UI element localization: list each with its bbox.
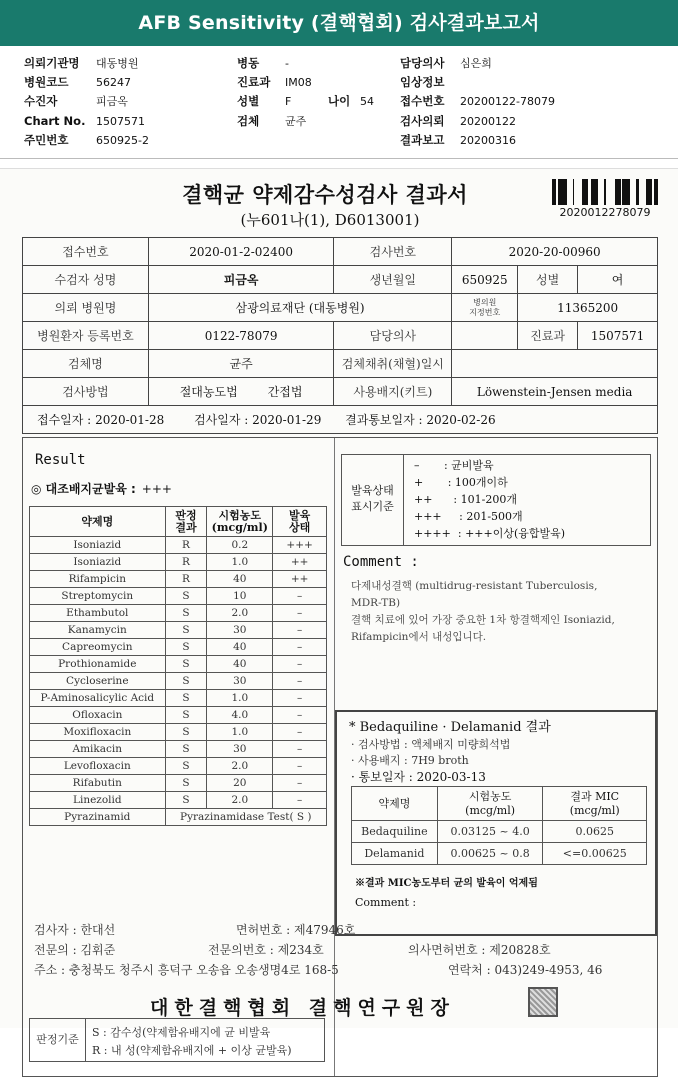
mic-conc: 0.03125 ~ 4.0: [437, 821, 543, 843]
drug-conc: 1.0: [207, 690, 273, 707]
sex-label: 성별: [518, 266, 578, 294]
drug-name: Isoniazid: [30, 554, 166, 571]
registration-no: 0122-78079: [148, 322, 334, 350]
receipt-no: 2020-01-2-02400: [148, 238, 334, 266]
header-field-doctor: 담당의사 심은희: [400, 56, 492, 70]
table-row: [30, 554, 327, 571]
patient-name: 피금옥: [148, 266, 334, 294]
drug-name: P-Aminosalicylic Acid: [30, 690, 166, 707]
drug-growth: –: [273, 775, 327, 792]
birth-label: 생년월일: [334, 266, 452, 294]
drug-judge: R: [165, 537, 207, 554]
drug-judge: S: [165, 622, 207, 639]
header-field-resident-no: 주민번호 650925-2: [24, 133, 149, 147]
mic-table: [351, 786, 647, 865]
display-criteria-label: 발육상태 표시기준: [342, 455, 404, 545]
table-row: [30, 724, 327, 741]
patient-info-table: [22, 237, 658, 434]
drug-judge: R: [165, 571, 207, 588]
drug-name: Rifampicin: [30, 571, 166, 588]
drug-growth: –: [273, 622, 327, 639]
bd-title: * Bedaquiline · Delamanid 결과: [349, 720, 551, 735]
header-divider: [0, 158, 678, 159]
method: 절대농도법 간접법: [148, 378, 334, 406]
test-no: 2020-20-00960: [452, 238, 658, 266]
receipt-no-label: 접수번호: [23, 238, 149, 266]
comment-text: 다제내성결핵 (multidrug-resistant Tuberculosis, MDR-TB) 결핵 치료에 있어 가장 중요한 1차 항결핵제인 Isoniazid, Rifampicin에서 내성입니다.: [351, 580, 615, 643]
header-field-report-date: 결과보고 20200316: [400, 133, 516, 147]
drug-name: Rifabutin: [30, 775, 166, 792]
drug-conc: 1.0: [207, 724, 273, 741]
header-field-sex: 성별 F: [237, 94, 292, 108]
drug-growth: ++: [273, 554, 327, 571]
result-section: [22, 437, 658, 1077]
department-label: 진료과: [518, 322, 578, 350]
header-field-department: 진료과 IM08: [237, 75, 312, 89]
drug-growth: –: [273, 707, 327, 724]
footer-license: 면허번호 : 제47946호: [236, 923, 356, 937]
drug-name: Ofloxacin: [30, 707, 166, 724]
control-growth: ◎ 대조배지균발육 : +++: [31, 482, 172, 496]
mic-value: <=0.00625: [543, 843, 647, 865]
drug-judge: S: [165, 741, 207, 758]
drug-growth: –: [273, 690, 327, 707]
drug-name: Kanamycin: [30, 622, 166, 639]
drug-judge: S: [165, 639, 207, 656]
drug-judge: S: [165, 588, 207, 605]
footer-specialist-no: 전문의번호 : 제234호: [208, 943, 324, 957]
drug-name: Prothionamide: [30, 656, 166, 673]
table-row: [30, 707, 327, 724]
table-row: [30, 741, 327, 758]
doctor: [452, 322, 518, 350]
drug-conc: 2.0: [207, 605, 273, 622]
drug-judge: S: [165, 673, 207, 690]
table-row: [30, 792, 327, 809]
drug-conc: 4.0: [207, 707, 273, 724]
mic-drug-header: 약제명: [352, 787, 438, 821]
media-label: 사용배지(키트): [334, 378, 452, 406]
display-line: ++ : 101-200개: [414, 493, 517, 506]
mic-note: ※결과 MIC농도부터 균의 발육이 억제됨: [355, 878, 538, 889]
table-row: [30, 622, 327, 639]
result-left-panel: [23, 438, 335, 1076]
drug-conc: 20: [207, 775, 273, 792]
table-row: [30, 775, 327, 792]
drug-header: 약제명: [30, 507, 166, 537]
bedaquiline-delamanid-section: [335, 710, 657, 936]
pza-name: Pyrazinamid: [30, 809, 166, 826]
collection-date: [452, 350, 658, 378]
footer-contact: 연락처 : 043)249-4953, 46: [448, 963, 603, 977]
specimen: 균주: [148, 350, 334, 378]
criteria-susceptible: S : 감수성(약제함유배지에 균 비발육: [92, 1026, 271, 1039]
header-field-ward: 병동 -: [237, 56, 289, 70]
display-line: – : 균비발육: [414, 459, 494, 472]
mic-value: 0.0625: [543, 821, 647, 843]
drug-conc: 0.2: [207, 537, 273, 554]
table-row: [30, 673, 327, 690]
bd-method: · 검사방법 : 액체배지 미량희석법: [351, 738, 511, 751]
drug-judge: S: [165, 690, 207, 707]
drug-growth: –: [273, 639, 327, 656]
drug-conc: 10: [207, 588, 273, 605]
drug-judge: S: [165, 605, 207, 622]
drug-name: Cycloserine: [30, 673, 166, 690]
table-row: [30, 537, 327, 554]
pza-result: Pyrazinamidase Test( S ): [165, 809, 326, 826]
table-row: [30, 571, 327, 588]
footer-tester: 검사자 : 한대선: [34, 923, 116, 937]
criteria-resistant: R : 내 성(약제함유배지에 + 이상 균발육): [92, 1044, 292, 1057]
header-field-institution: 의뢰기관명 대동병원: [24, 56, 139, 70]
table-row: [30, 605, 327, 622]
judgement-criteria: [29, 1018, 325, 1062]
footer-address: 주소 : 충청북도 청주시 흥덕구 오송읍 오송생명4로 168-5: [34, 963, 339, 977]
report-code: (누601나(1), D6013001): [240, 211, 420, 229]
drug-conc: 2.0: [207, 758, 273, 775]
footer-specialist: 전문의 : 김휘준: [34, 943, 116, 957]
drug-judge: S: [165, 724, 207, 741]
drug-judge: S: [165, 758, 207, 775]
drug-conc: 40: [207, 656, 273, 673]
header-field-chart-no: Chart No. 1507571: [24, 114, 145, 128]
drug-name: Amikacin: [30, 741, 166, 758]
drug-growth: –: [273, 724, 327, 741]
doctor-label: 담당의사: [334, 322, 452, 350]
table-row: [30, 639, 327, 656]
drug-growth: –: [273, 605, 327, 622]
table-row: [352, 843, 647, 865]
display-line: ++++ : +++이상(융합발육): [414, 527, 566, 540]
table-row: [352, 821, 647, 843]
scanned-report[interactable]: [0, 168, 678, 1057]
hospital-code-label: 병의원 지정번호: [452, 294, 518, 322]
drug-growth: –: [273, 656, 327, 673]
mic-result-header: 결과 MIC (mcg/ml): [543, 787, 647, 821]
drug-conc: 2.0: [207, 792, 273, 809]
drug-growth: –: [273, 758, 327, 775]
media: Löwenstein-Jensen media: [452, 378, 658, 406]
report-heading: 결핵균 약제감수성검사 결과서: [182, 182, 468, 207]
criteria-label: 판정기준: [30, 1019, 86, 1061]
dates-row: 접수일자 : 2020-01-28 검사일자 : 2020-01-29 결과통보일자 : 2020-02-26: [23, 406, 658, 434]
drug-judge: S: [165, 656, 207, 673]
registration-no-label: 병원환자 등록번호: [23, 322, 149, 350]
conc-header: 시험농도 (mcg/ml): [207, 507, 273, 537]
drug-judge: S: [165, 792, 207, 809]
drug-name: Levofloxacin: [30, 758, 166, 775]
sex: 여: [578, 266, 658, 294]
header-field-request-date: 검사의뢰 20200122: [400, 114, 516, 128]
header-field-accession-no: 접수번호 20200122-78079: [400, 94, 555, 108]
barcode: [552, 179, 658, 205]
table-row: [30, 656, 327, 673]
drug-conc: 30: [207, 673, 273, 690]
mic-drug: Delamanid: [352, 843, 438, 865]
header-field-hospital-code: 병원코드 56247: [24, 75, 131, 89]
display-line: + : 100개이하: [414, 476, 508, 489]
drug-conc: 40: [207, 571, 273, 588]
drug-judge: S: [165, 775, 207, 792]
bd-report-date: · 통보일자 : 2020-03-13: [351, 770, 486, 784]
drug-conc: 1.0: [207, 554, 273, 571]
drug-name: Streptomycin: [30, 588, 166, 605]
result-label: Result: [35, 452, 86, 468]
report-title: AFB Sensitivity (결핵협회) 검사결과보고서: [0, 0, 678, 46]
specimen-label: 검체명: [23, 350, 149, 378]
drug-conc: 30: [207, 622, 273, 639]
drug-growth: –: [273, 588, 327, 605]
test-no-label: 검사번호: [334, 238, 452, 266]
bd-comment-label: Comment :: [355, 896, 417, 909]
bd-media: · 사용배지 : 7H9 broth: [351, 754, 469, 767]
growth-header: 발육 상태: [273, 507, 327, 537]
method-label: 검사방법: [23, 378, 149, 406]
drug-conc: 40: [207, 639, 273, 656]
drug-name: Capreomycin: [30, 639, 166, 656]
drug-name: Isoniazid: [30, 537, 166, 554]
drug-growth: –: [273, 792, 327, 809]
drug-growth: –: [273, 673, 327, 690]
header-field-clinical-info: 임상정보: [400, 75, 445, 89]
footer-doctor-license: 의사면허번호 : 제20828호: [408, 943, 551, 957]
mic-drug: Bedaquiline: [352, 821, 438, 843]
judge-header: 판정 결과: [165, 507, 207, 537]
collection-label: 검체채취(채혈)일시: [334, 350, 452, 378]
barcode-number: 2020012278079: [559, 206, 651, 219]
header-field-patient: 수진자 피금옥: [24, 94, 128, 108]
drug-growth: ++: [273, 571, 327, 588]
drug-susceptibility-table: [29, 506, 327, 826]
birth-date: 650925: [452, 266, 518, 294]
comment-label: Comment :: [343, 554, 419, 570]
display-line: +++ : 201-500개: [414, 510, 523, 523]
table-row: [30, 690, 327, 707]
table-row: [30, 588, 327, 605]
drug-judge: R: [165, 554, 207, 571]
drug-judge: S: [165, 707, 207, 724]
department: 1507571: [578, 322, 658, 350]
official-seal: [528, 987, 558, 1017]
agency-name: 대한결핵협회 결핵연구원장: [150, 997, 455, 1019]
drug-growth: –: [273, 741, 327, 758]
mic-conc-header: 시험농도 (mcg/ml): [437, 787, 543, 821]
table-row: [30, 758, 327, 775]
patient-name-label: 수검자 성명: [23, 266, 149, 294]
mic-conc: 0.00625 ~ 0.8: [437, 843, 543, 865]
header-field-age: 나이 54: [328, 94, 374, 108]
hospital-name: 삼광의료재단 (대동병원): [148, 294, 451, 322]
drug-name: Moxifloxacin: [30, 724, 166, 741]
hospital-label: 의뢰 병원명: [23, 294, 149, 322]
hospital-code: 11365200: [518, 294, 658, 322]
header-field-specimen: 검체 균주: [237, 114, 307, 128]
growth-display-criteria: [341, 454, 651, 546]
drug-name: Linezolid: [30, 792, 166, 809]
drug-name: Ethambutol: [30, 605, 166, 622]
drug-conc: 30: [207, 741, 273, 758]
drug-growth: +++: [273, 537, 327, 554]
